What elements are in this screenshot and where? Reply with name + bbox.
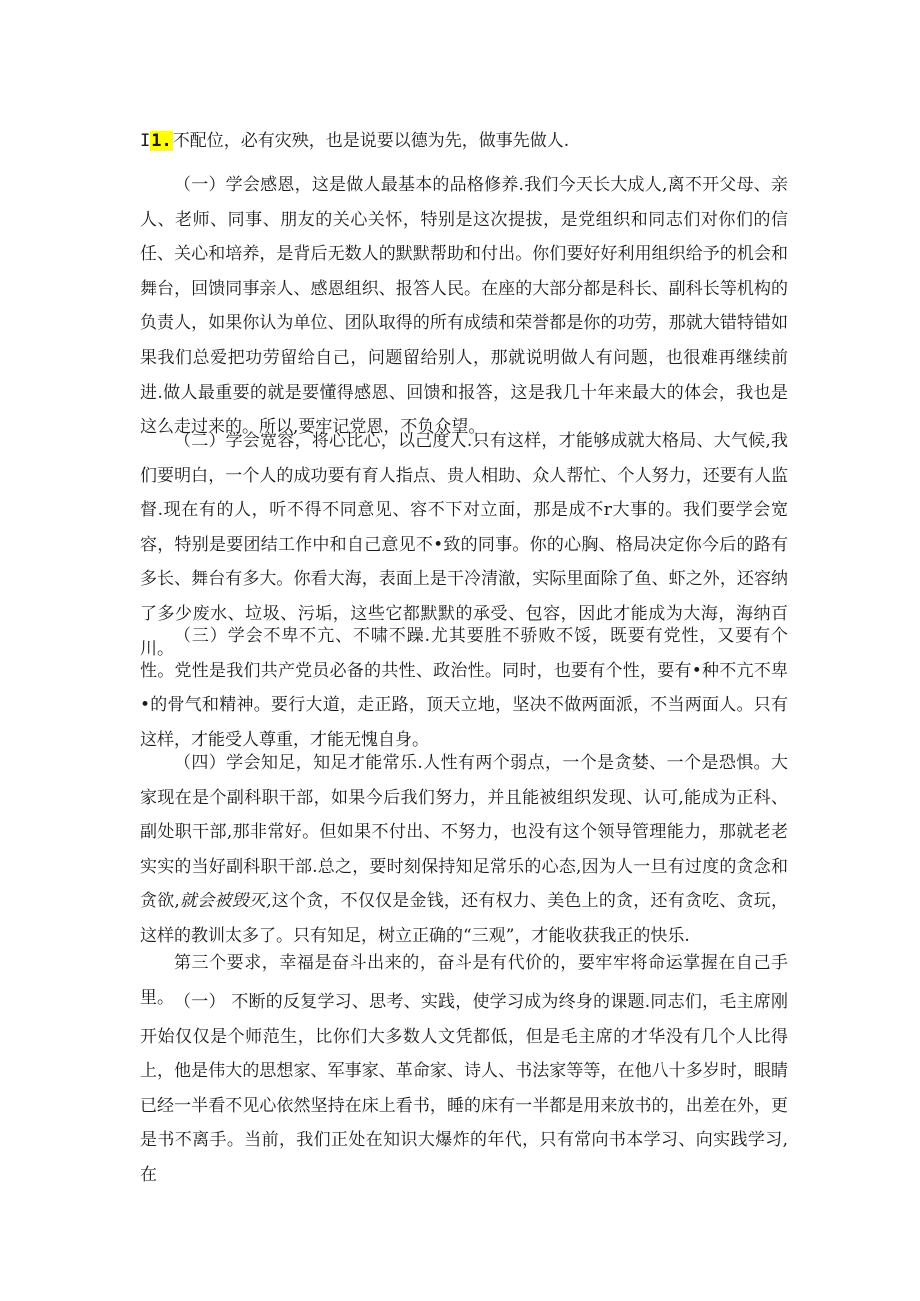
third-requirement-heading: 第三个要求，幸福是奋斗出来的，奋斗是有代价的，要牢牢将命运掌握在自己手里。 bbox=[140, 953, 788, 1008]
paragraph-humility: （三）学会不卑不亢、不啸不躁.尤其要胜不骄败不馁，既要有党性，又要有个性。党性是我们共产党员必备的共性、政治性。同时，也要有个性，要有•种不亢不卑•的骨气和精神。要行大道，走正路，顶天立地，坚决不做两面派，不当两面人。只有这样，才能受人尊重，才能无愧自身。 bbox=[140, 626, 788, 750]
line-marker: I bbox=[140, 131, 151, 151]
paragraph-contentment-part2: 这个贪，不仅仅是金钱，还有权力、美色上的贪，还有贪吃、贪玩，这样的教训太多了。只有知足，树立正确的“三观”，才能收获我正的快乐. bbox=[140, 891, 789, 946]
first-line-text: 不配位，必有灾殃，也是说要以德为先，做事先做人. bbox=[172, 131, 570, 151]
paragraph-contentment-part1: （四）学会知足，知足才能常乐.人性有两个弱点，一个是贪婪、一个是恐惧。大家现在是个副科职干部，如果今后我们努力，并且能被组织发现、认可,能成为正科、副处职干部,那非常好。但如果不付出、不努力，也没有这个领导管理能力，那就老老实实的当好副科职干部.总之，要时刻保持知足常乐的心态,因为人一旦有过度的贪念和贪欲, bbox=[140, 753, 788, 912]
highlighted-number: 1. bbox=[151, 131, 172, 151]
paragraph-learning: （一） 不断的反复学习、思考、实践，使学习成为终身的课题.同志们，毛主席刚开始仅仅是个师范生，比你们大多数人文凭都低，但是毛主席的才华没有几个人比得上，他是伟大的思想家、军事家、革命家、诗人、书法家等等，在他八十多岁时，眼睛已经一半看不见心依然坚持在床上看书，睡的床有一半都是用来放书的，出差在外，更是书不离手。当前，我们正处在知识大爆炸的年代，只有常向书本学习、向实践学习,在 bbox=[140, 992, 788, 1185]
paragraph-contentment-italic: 就会被毁灭, bbox=[179, 891, 272, 912]
paragraph-contentment bbox=[140, 746, 788, 954]
paragraph-gratitude: （一）学会感恩，这是做人最基本的品格修养.我们今天长大成人,离不开父母、亲人、老师、同事、朋友的关心关怀，特别是这次提拔，是党组织和同志们对你们的信任、关心和培养，是背后无数人的默默帮助和付出。你们要好好利用组织给予的机会和舞台，回馈同事亲人、感恩组织、报答人民。在座的大部分都是科长、副科长等机构的负责人，如果你认为单位、团队取得的所有成绩和荣誉都是你的功劳，那就大错特错如果我们总爱把功劳留给自己，问题留给别人，那就说明做人有问题，也很难再继续前进.做人最重要的就是要懂得感恩、回馈和报答，这是我几十年来最大的体会，我也是这么走过来的。所以,要牢记党恩，不负众望。 bbox=[140, 175, 788, 438]
first-line bbox=[140, 124, 788, 159]
paragraph-tolerance: （二）学会宽容，将心比心，以己度人.只有这样，才能够成就大格局、大气候,我们要明白，一个人的成功要有育人指点、贵人相助、众人帮忙、个人努力，还要有人监督.现在有的人，听不得不同意见、容不下对立面，那是成不r大事的。我们要学会宽容，特别是要团结工作中和自己意见不•致的同事。你的心胸、格局决定你今后的路有多长、舞台有多大。你看大海，表面上是干冷清澈，实际里面除了鱼、虾之外，还容纳了多少废水、垃圾、污垢，这些它都默默的承受、包容，因此才能成为大海，海纳百川。 bbox=[140, 431, 788, 659]
